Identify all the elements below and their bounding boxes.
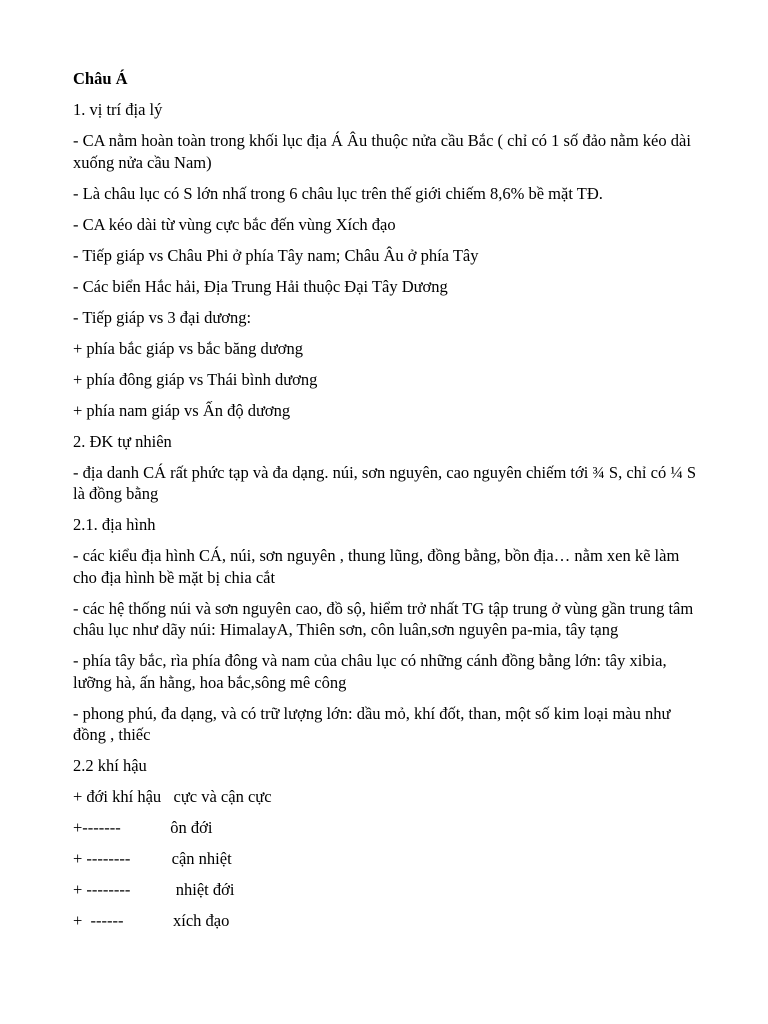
- paragraph: + -------- cận nhiệt: [73, 849, 232, 868]
- paragraph: + phía đông giáp vs Thái bình dương: [73, 369, 318, 389]
- paragraph: - Là châu lục có S lớn nhấ trong 6 châu lục trên thế giới chiếm 8,6% bề mặt TĐ.: [73, 183, 603, 203]
- paragraph: - địa danh CÁ rất phức tạp và đa dạng. núi, sơn nguyên, cao nguyên chiếm tới ¾ S, chỉ có ¼ S là đồng bằng: [73, 462, 701, 503]
- paragraph: - phong phú, đa dạng, và có trữ lượng lớn: dầu mỏ, khí đốt, than, một số kim loại màu như đồng , thiếc: [73, 703, 675, 744]
- paragraph: - CA kéo dài từ vùng cực bắc đến vùng Xích đạo: [73, 214, 396, 234]
- paragraph: + -------- nhiệt đới: [73, 880, 235, 899]
- paragraph: 1. vị trí địa lý: [73, 100, 163, 119]
- paragraph: + đới khí hậu cực và cận cực: [73, 787, 272, 806]
- paragraph: - CA nằm hoàn toàn trong khối lục địa Á Âu thuộc nửa cầu Bắc ( chỉ có 1 số đảo nằm kéo dài xuống nửa cầu Nam): [73, 131, 696, 172]
- paragraph: 2. ĐK tự nhiên: [73, 431, 172, 451]
- document-title: Châu Á: [73, 69, 128, 88]
- paragraph: + phía bắc giáp vs bắc băng dương: [73, 338, 303, 358]
- paragraph: + phía nam giáp vs Ấn độ dương: [73, 400, 291, 420]
- paragraph: - phía tây bắc, rìa phía đông và nam của châu lục có những cánh đồng bằng lớn: tây xibia, lưỡng hà, ấn hằng, hoa bắc,sông mê công: [73, 651, 671, 692]
- document-body: [73, 68, 701, 941]
- paragraph: - các kiểu địa hình CÁ, núi, sơn nguyên , thung lũng, đồng bằng, bồn địa… nằm xen kẽ làm cho địa hình bề mặt bị chia cắt: [73, 546, 684, 587]
- paragraph: 2.2 khí hậu: [73, 756, 147, 775]
- paragraph: - Các biển Hắc hải, Địa Trung Hải thuộc Đại Tây Dương: [73, 276, 448, 296]
- paragraph: - Tiếp giáp vs 3 đại dương:: [73, 307, 252, 327]
- paragraph: 2.1. địa hình: [73, 515, 156, 534]
- paragraph: +------- ôn đới: [73, 818, 213, 837]
- paragraph: - Tiếp giáp vs Châu Phi ở phía Tây nam; Châu Âu ở phía Tây: [73, 245, 479, 265]
- paragraph: + ------ xích đạo: [73, 911, 230, 930]
- paragraph: - các hệ thống núi và sơn nguyên cao, đồ sộ, hiểm trở nhất TG tập trung ở vùng gần trung tâm châu lục như dãy núi: HimalayA, Thiên sơn, côn luân,sơn nguyên pa-mia, tây tạng: [73, 598, 698, 639]
